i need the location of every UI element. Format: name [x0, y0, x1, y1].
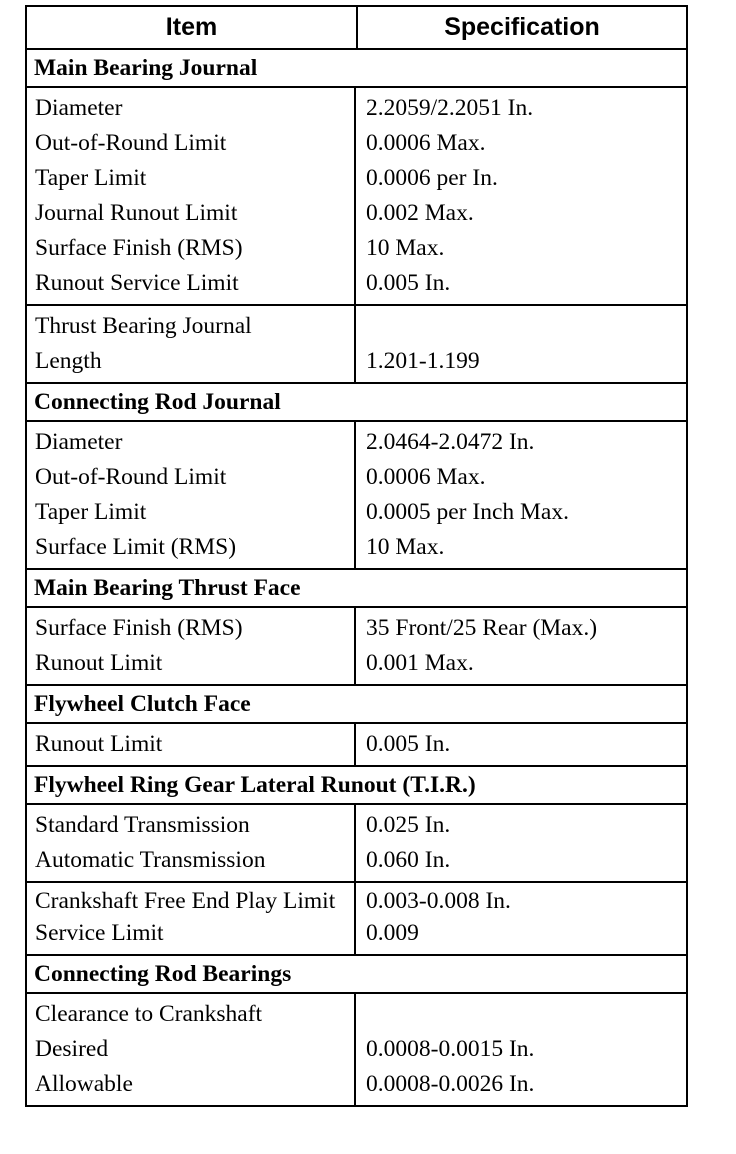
item-cell: Taper Limit: [35, 499, 147, 525]
spec-cell: 2.0464-2.0472 In.: [366, 429, 535, 455]
item-cell: Standard Transmission: [35, 812, 250, 838]
section-group: [27, 724, 686, 767]
table-body: [27, 50, 686, 1105]
item-cell: Surface Finish (RMS): [35, 235, 243, 261]
header-item: Item: [27, 7, 358, 48]
item-cell: Clearance to Crankshaft: [35, 1001, 263, 1027]
spec-cell: 0.009: [366, 920, 419, 946]
section-group: [27, 306, 686, 384]
section-group: [27, 883, 686, 956]
section-group: [27, 994, 686, 1105]
header-specification: Specification: [444, 13, 600, 41]
item-cell: Out-of-Round Limit: [35, 130, 227, 156]
spec-column: [356, 306, 686, 382]
item-cell: Runout Service Limit: [35, 270, 239, 296]
item-cell: Surface Limit (RMS): [35, 534, 237, 560]
spec-cell: 10 Max.: [366, 534, 445, 560]
spec-cell: [366, 997, 686, 1032]
spec-column: [356, 724, 686, 765]
spec-table: [25, 5, 688, 1107]
item-cell: Allowable: [35, 1071, 133, 1097]
section-title: Connecting Rod Bearings: [27, 956, 686, 994]
item-cell: Runout Limit: [35, 650, 163, 676]
item-column: [27, 422, 356, 568]
spec-cell: 0.0006 Max.: [366, 464, 486, 490]
spec-column: [356, 805, 686, 881]
item-column: [27, 724, 356, 765]
item-column: [27, 88, 356, 304]
item-cell: Length: [35, 348, 102, 374]
item-cell: Diameter: [35, 429, 123, 455]
item-column: [27, 883, 356, 954]
item-cell: Automatic Transmission: [35, 847, 266, 873]
spec-cell: 1.201-1.199: [366, 348, 480, 374]
item-column: [27, 805, 356, 881]
spec-cell: 0.0006 per In.: [366, 165, 498, 191]
spec-cell: 0.0008-0.0026 In.: [366, 1071, 535, 1097]
item-column: [27, 608, 356, 684]
table-header: [27, 7, 686, 50]
spec-column: [356, 608, 686, 684]
item-column: [27, 306, 356, 382]
spec-cell: 0.001 Max.: [366, 650, 474, 676]
section-title: Flywheel Clutch Face: [27, 686, 686, 724]
item-cell: Service Limit: [35, 920, 164, 946]
item-cell: Surface Finish (RMS): [35, 615, 243, 641]
spec-cell: 0.003-0.008 In.: [366, 888, 511, 914]
item-cell: Out-of-Round Limit: [35, 464, 227, 490]
section-title: Flywheel Ring Gear Lateral Runout (T.I.R.): [27, 767, 686, 805]
spec-cell: [366, 309, 686, 344]
spec-cell: 0.002 Max.: [366, 200, 474, 226]
spec-column: [356, 994, 686, 1105]
section-group: [27, 422, 686, 570]
spec-cell: 10 Max.: [366, 235, 445, 261]
item-cell: Journal Runout Limit: [35, 200, 238, 226]
spec-column: [356, 422, 686, 568]
spec-column: [356, 883, 686, 954]
section-title: Connecting Rod Journal: [27, 384, 686, 422]
item-cell: Runout Limit: [35, 731, 163, 757]
spec-cell: 0.025 In.: [366, 812, 451, 838]
spec-cell: 35 Front/25 Rear (Max.): [366, 615, 598, 641]
spec-cell: 0.0006 Max.: [366, 130, 486, 156]
spec-cell: 0.0005 per Inch Max.: [366, 499, 569, 525]
item-cell: Desired: [35, 1036, 109, 1062]
section-group: [27, 608, 686, 686]
item-cell: Crankshaft Free End Play Limit: [35, 888, 336, 914]
spec-cell: 0.005 In.: [366, 731, 451, 757]
section-group: [27, 88, 686, 306]
item-column: [27, 994, 356, 1105]
spec-cell: 0.0008-0.0015 In.: [366, 1036, 535, 1062]
spec-cell: 2.2059/2.2051 In.: [366, 95, 534, 121]
item-cell: Taper Limit: [35, 165, 147, 191]
section-group: [27, 805, 686, 883]
item-cell: Thrust Bearing Journal: [35, 313, 252, 339]
spec-column: [356, 88, 686, 304]
section-title: Main Bearing Journal: [27, 50, 686, 88]
section-title: Main Bearing Thrust Face: [27, 570, 686, 608]
spec-cell: 0.060 In.: [366, 847, 451, 873]
item-cell: Diameter: [35, 95, 123, 121]
spec-cell: 0.005 In.: [366, 270, 451, 296]
